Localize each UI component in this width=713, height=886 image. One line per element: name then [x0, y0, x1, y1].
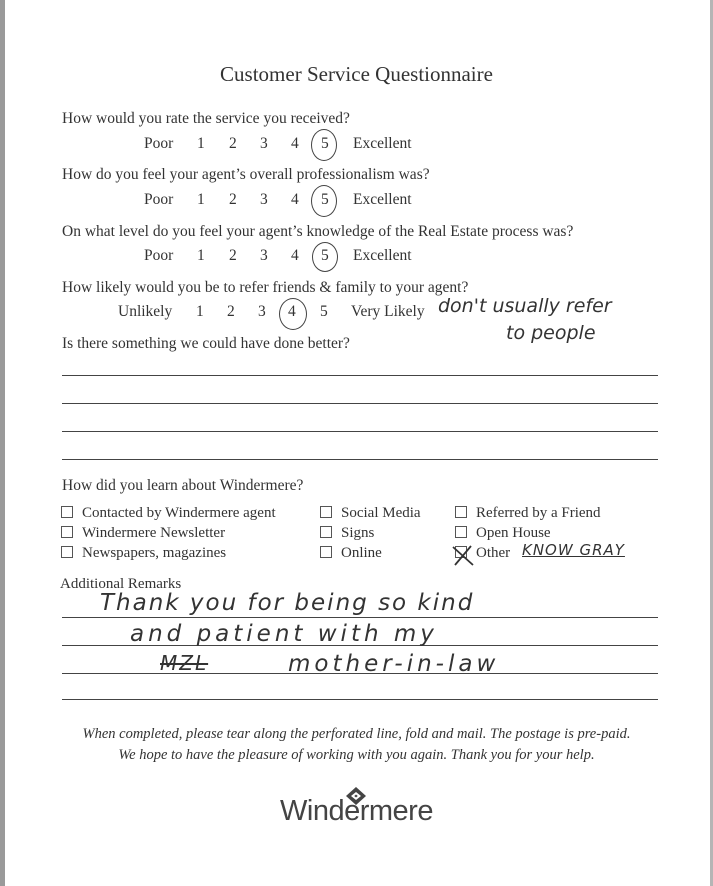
question-3-scale	[0, 247, 713, 267]
scale-option-2[interactable]: 2	[229, 191, 237, 208]
remarks-handwriting-line3: mother-in-law	[288, 651, 500, 677]
checkbox[interactable]	[455, 526, 467, 538]
scale-high-label: Excellent	[353, 247, 412, 264]
checkbox[interactable]	[320, 506, 332, 518]
page-title: Customer Service Questionnaire	[220, 62, 493, 86]
scale-option-4[interactable]: 4	[291, 135, 299, 152]
option-referred-friend[interactable]	[455, 505, 601, 522]
scale-high-label: Excellent	[353, 191, 412, 208]
checkbox[interactable]	[61, 506, 73, 518]
option-label: Open House	[476, 525, 551, 541]
scale-option-1[interactable]: 1	[197, 135, 205, 152]
checkbox[interactable]	[320, 526, 332, 538]
refer-handwritten-note-line2: to people	[506, 322, 596, 344]
other-handwritten-value: KNOW GRAY	[522, 541, 625, 559]
option-contacted-agent[interactable]	[61, 505, 276, 522]
learn-question-text: How did you learn about Windermere?	[62, 477, 304, 494]
scale-option-4[interactable]: 4	[288, 303, 296, 320]
scale-option-1[interactable]: 1	[197, 191, 205, 208]
selected-circle-q3	[312, 242, 338, 272]
scale-option-5[interactable]: 5	[321, 247, 329, 264]
question-1-scale	[0, 135, 713, 155]
option-label: Newspapers, magazines	[82, 545, 227, 561]
scale-low-label: Poor	[144, 191, 174, 208]
scale-option-5[interactable]: 5	[320, 303, 328, 320]
scale-low-label: Unlikely	[118, 303, 173, 320]
footer-instructions-line1: When completed, please tear along the perforated line, fold and mail. The postage is pre-paid.	[82, 726, 631, 742]
option-label: Online	[341, 545, 382, 561]
option-label: Contacted by Windermere agent	[82, 505, 276, 521]
option-social-media[interactable]	[320, 505, 421, 522]
windermere-logo-text: Windermere	[280, 795, 433, 827]
question-3-text: On what level do you feel your agent’s knowledge of the Real Estate process was?	[62, 223, 574, 240]
scale-option-3[interactable]: 3	[260, 135, 268, 152]
checkbox[interactable]	[61, 546, 73, 558]
scale-option-2[interactable]: 2	[229, 247, 237, 264]
option-signs[interactable]	[320, 525, 374, 542]
question-4-text: How likely would you be to refer friends & family to your agent?	[62, 279, 469, 296]
other-checkmark-x-icon	[449, 543, 477, 569]
answer-line[interactable]	[62, 459, 658, 460]
scale-option-5[interactable]: 5	[321, 135, 329, 152]
remarks-line[interactable]	[62, 699, 658, 700]
scale-option-3[interactable]: 3	[260, 191, 268, 208]
scale-option-3[interactable]: 3	[258, 303, 266, 320]
scale-high-label: Very Likely	[351, 303, 425, 320]
footer-instructions-line2: We hope to have the pleasure of working with you again. Thank you for your help.	[118, 747, 595, 763]
scale-option-2[interactable]: 2	[229, 135, 237, 152]
answer-line[interactable]	[62, 403, 658, 404]
scale-option-1[interactable]: 1	[197, 247, 205, 264]
answer-line[interactable]	[62, 375, 658, 376]
option-label: Social Media	[341, 505, 421, 521]
scale-option-4[interactable]: 4	[291, 247, 299, 264]
remarks-handwriting-line1: Thank you for being so kind	[100, 590, 475, 616]
scale-option-4[interactable]: 4	[291, 191, 299, 208]
remarks-line[interactable]	[62, 617, 658, 618]
scale-option-2[interactable]: 2	[227, 303, 235, 320]
selected-circle-q4	[279, 298, 307, 330]
option-open-house[interactable]	[455, 525, 551, 542]
checkbox[interactable]	[320, 546, 332, 558]
option-label: Other	[476, 545, 511, 561]
question-2-text: How do you feel your agent’s overall professionalism was?	[62, 166, 430, 183]
question-2-scale	[0, 191, 713, 211]
better-question-text: Is there something we could have done better?	[62, 335, 350, 352]
scale-option-3[interactable]: 3	[260, 247, 268, 264]
scale-low-label: Poor	[144, 247, 174, 264]
option-online[interactable]	[320, 545, 382, 562]
remarks-label: Additional Remarks	[60, 576, 182, 592]
option-newsletter[interactable]	[61, 525, 225, 542]
selected-circle-q2	[311, 185, 337, 217]
question-1-text: How would you rate the service you received?	[62, 110, 350, 127]
scale-option-1[interactable]: 1	[196, 303, 204, 320]
option-newspapers[interactable]	[61, 545, 226, 562]
remarks-handwriting-line2: and patient with my	[130, 621, 438, 647]
scale-low-label: Poor	[144, 135, 174, 152]
scale-high-label: Excellent	[353, 135, 412, 152]
selected-circle-q1	[311, 129, 337, 161]
option-label: Referred by a Friend	[476, 505, 601, 521]
remarks-crossed-out-word: MZL	[160, 651, 209, 675]
scale-option-5[interactable]: 5	[321, 191, 329, 208]
option-label: Signs	[341, 525, 375, 541]
checkbox[interactable]	[61, 526, 73, 538]
answer-line[interactable]	[62, 431, 658, 432]
option-label: Windermere Newsletter	[82, 525, 226, 541]
refer-handwritten-note-line1: don't usually refer	[438, 295, 612, 317]
checkbox[interactable]	[455, 506, 467, 518]
